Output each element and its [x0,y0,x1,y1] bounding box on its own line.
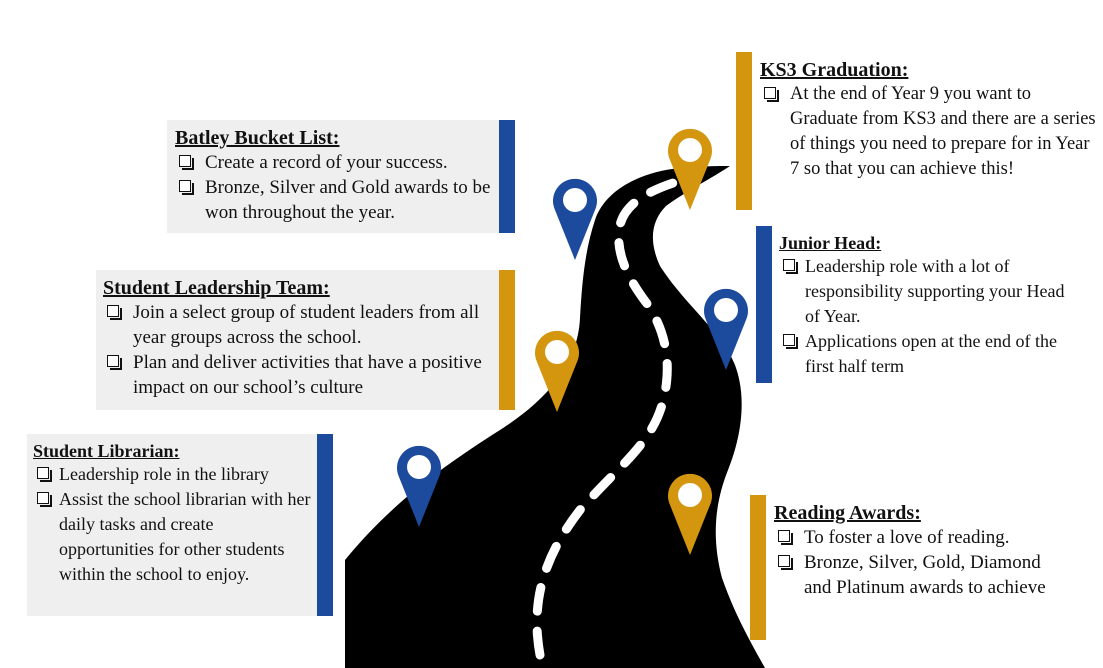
list-item: Leadership role in the library [33,462,311,487]
list-item: Bronze, Silver, Gold, Diamond and Platinum awards to achieve [774,550,1070,600]
card-student-leadership-team [96,270,515,410]
road-shape [345,166,765,668]
accent-bar [736,52,752,210]
list-item: Assist the school librarian with her daily tasks and create opportunities for other students within the school to enjoy. [33,487,311,587]
accent-bar [750,495,766,640]
card-title: Student Leadership Team: [103,277,330,299]
card-ks3-graduation [736,52,1098,210]
card-title: Batley Bucket List: [175,127,340,149]
accent-bar [756,226,772,383]
checkbox-icon [107,355,119,367]
accent-bar [317,434,333,616]
checkbox-icon [764,87,776,99]
checkbox-icon [179,155,191,167]
list-item: Plan and deliver activities that have a positive impact on our school’s culture [103,350,491,400]
checkbox-icon [37,467,49,479]
card-junior-head [756,226,1076,383]
card-batley-bucket-list [167,120,515,233]
card-title: KS3 Graduation: [760,59,909,81]
card-title: Junior Head: [779,233,882,253]
card-reading-awards [750,495,1070,640]
checkbox-icon [107,305,119,317]
checkbox-icon [37,492,49,504]
card-title: Reading Awards: [774,502,921,524]
checkbox-icon [783,259,795,271]
card-student-librarian [27,434,333,616]
list-item: Applications open at the end of the first half term [779,329,1076,379]
list-item: At the end of Year 9 you want to Graduate from KS3 and there are a series of things you need to prepare for in Year 7 so that you can achieve this! [760,82,1098,182]
checkbox-icon [179,180,191,192]
list-item: Bronze, Silver and Gold awards to be won throughout the year. [175,175,491,225]
list-item: Leadership role with a lot of responsibility supporting your Head of Year. [779,254,1076,329]
checkbox-icon [778,555,790,567]
card-title: Student Librarian: [33,441,180,461]
list-item: To foster a love of reading. [774,525,1070,550]
accent-bar [499,270,515,410]
list-item: Join a select group of student leaders from all year groups across the school. [103,300,491,350]
checkbox-icon [783,334,795,346]
list-item: Create a record of your success. [175,150,491,175]
checkbox-icon [778,530,790,542]
accent-bar [499,120,515,233]
